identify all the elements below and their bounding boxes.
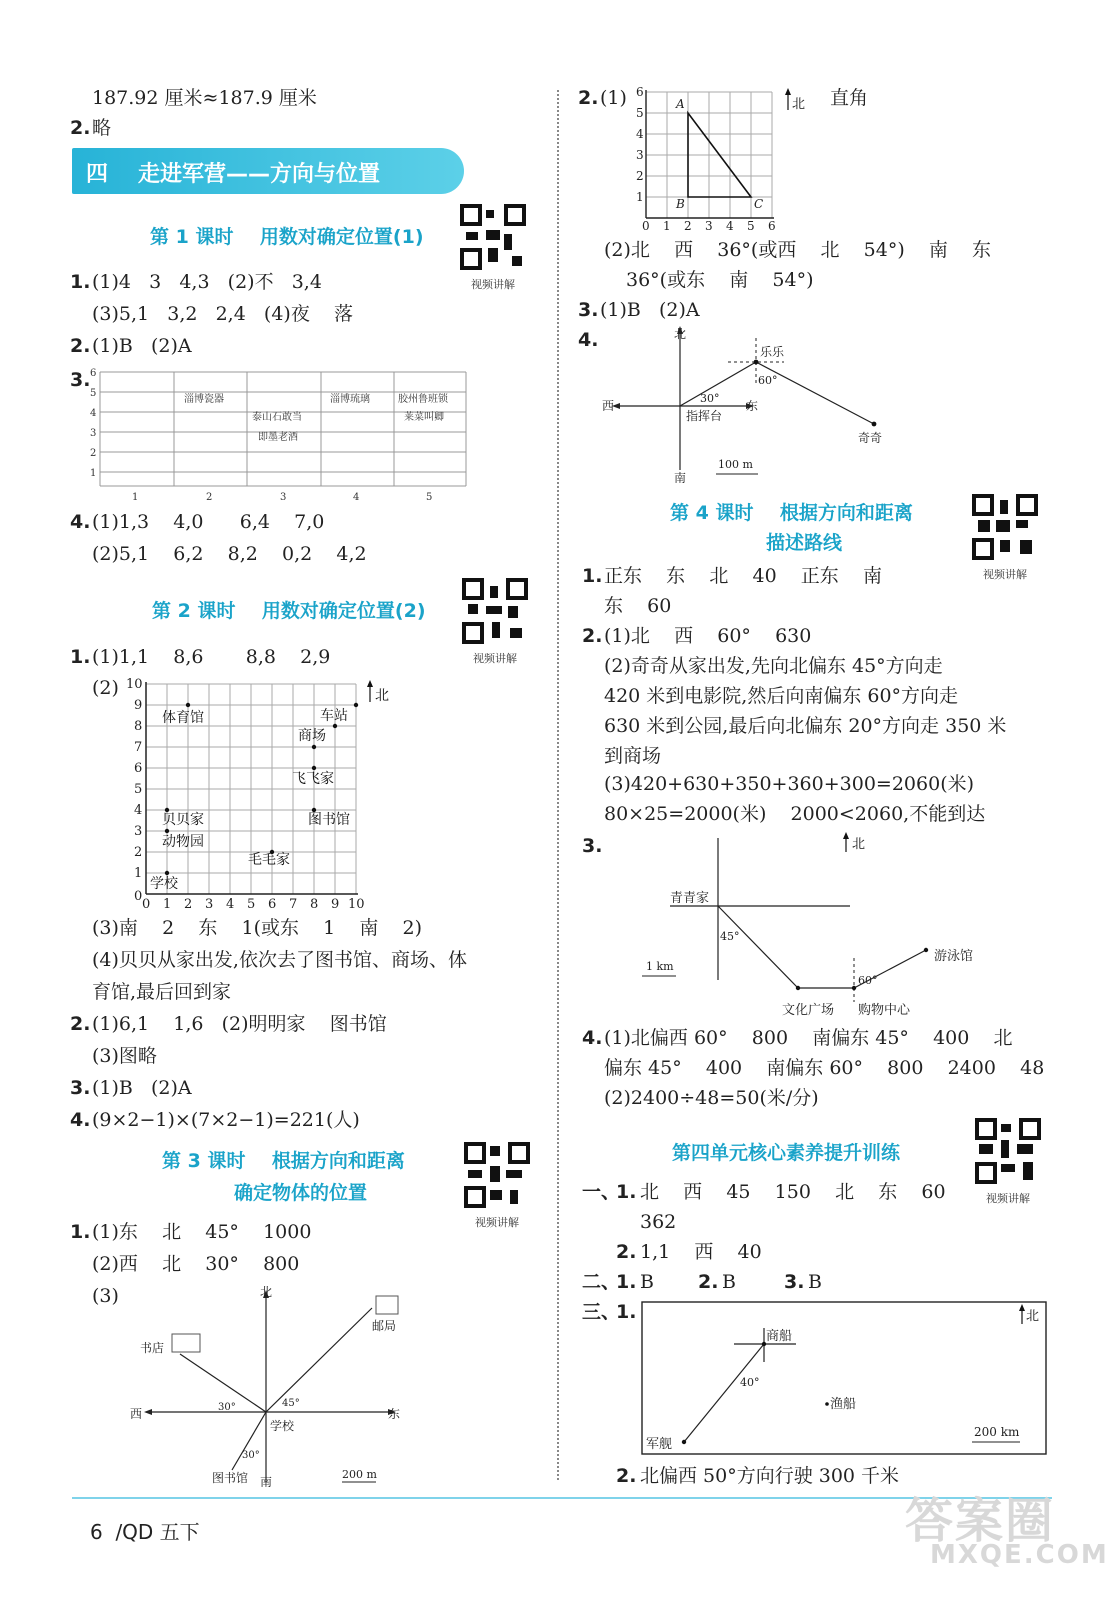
question-number: 4. [578, 329, 599, 351]
svg-text:30°: 30° [242, 1450, 260, 1461]
answer-text: (2)西 北 30° 800 [92, 1253, 300, 1275]
qr-code-icon[interactable] [460, 204, 526, 270]
svg-text:200 m: 200 m [342, 1468, 377, 1481]
svg-text:西: 西 [602, 399, 615, 413]
y-tick: 3 [90, 428, 97, 439]
svg-text:南: 南 [674, 471, 687, 484]
qr-code-icon[interactable] [975, 1118, 1041, 1184]
question-number: 3. [582, 835, 603, 857]
answer-text: (1)4 3 4,3 (2)不 3,4 [92, 271, 322, 293]
svg-text:4: 4 [226, 897, 235, 910]
section-label: 三、 [582, 1301, 621, 1323]
svg-text:3: 3 [134, 824, 143, 839]
svg-text:购物中心: 购物中心 [858, 1003, 911, 1018]
y-tick: 1 [90, 468, 97, 479]
svg-text:1: 1 [134, 866, 143, 881]
place-label: 车站 [320, 708, 348, 724]
route-map-q3 [630, 832, 990, 1022]
direction-map-q3 [120, 1282, 420, 1492]
svg-text:1 km: 1 km [646, 960, 674, 973]
answer-text: (1)1,3 4,0 6,4 7,0 [92, 511, 325, 533]
answer-text: 到商场 [604, 745, 662, 767]
svg-text:5: 5 [134, 782, 143, 797]
answer-text: 北偏西 50°方向行驶 300 千米 [640, 1465, 900, 1487]
svg-text:200 km: 200 km [974, 1425, 1020, 1439]
question-number: 1. [616, 1301, 637, 1323]
question-number: 1. [582, 565, 603, 587]
svg-text:9: 9 [134, 698, 143, 713]
qr-code-icon[interactable] [972, 494, 1038, 560]
svg-text:A: A [676, 97, 685, 111]
north-arrow-icon [367, 680, 389, 704]
y-tick: 4 [90, 408, 97, 419]
question-number: 2. [70, 1013, 91, 1035]
svg-text:1: 1 [636, 190, 644, 204]
question-number: 1. [616, 1181, 637, 1203]
qr-caption: 视频讲解 [475, 1216, 519, 1229]
y-tick: 5 [90, 388, 97, 399]
svg-text:6: 6 [134, 761, 143, 776]
place-label: 毛毛家 [248, 852, 290, 868]
svg-text:4: 4 [726, 219, 734, 233]
svg-text:2: 2 [684, 219, 692, 233]
svg-text:北: 北 [1026, 1309, 1040, 1324]
svg-text:7: 7 [134, 740, 143, 755]
svg-text:北: 北 [852, 837, 866, 852]
north-arrow-icon [785, 88, 805, 112]
answer-text: (1)北 西 60° 630 [604, 625, 812, 647]
qr-caption: 视频讲解 [473, 652, 517, 665]
svg-text:3: 3 [705, 219, 713, 233]
answer-text: 东 60 [604, 595, 672, 617]
svg-text:0: 0 [134, 889, 143, 904]
building-icon [172, 1296, 398, 1352]
question-number: 4. [70, 511, 91, 533]
svg-text:8: 8 [134, 719, 143, 734]
qr-code-icon[interactable] [464, 1142, 530, 1208]
lesson-2-title: 第 2 课时 用数对确定位置(2) [152, 600, 426, 622]
lesson-3-title: 第 3 课时 根据方向和距离 [162, 1150, 405, 1172]
svg-text:渔船: 渔船 [830, 1397, 857, 1412]
place-label: 动物园 [162, 834, 204, 850]
svg-text:5: 5 [747, 219, 755, 233]
svg-text:2: 2 [636, 169, 644, 183]
place-label: 商场 [298, 728, 326, 744]
answer-text: (2)北 西 36°(或西 北 54°) 南 东 [604, 239, 992, 261]
svg-text:奇奇: 奇奇 [858, 431, 883, 445]
unit-number: 四 [86, 162, 109, 187]
unit-review-title: 第四单元核心素养提升训练 [672, 1142, 901, 1164]
answer-text: (2) [92, 677, 119, 699]
x-tick: 3 [280, 492, 287, 503]
svg-text:图书馆: 图书馆 [212, 1471, 249, 1485]
svg-text:100 m: 100 m [718, 458, 753, 471]
place-label: 泰山石敢当 [252, 412, 302, 423]
svg-text:指挥台: 指挥台 [686, 409, 723, 423]
svg-text:商船: 商船 [766, 1329, 793, 1344]
svg-text:1: 1 [663, 219, 671, 233]
coordinate-grid-map [126, 676, 396, 910]
page-footer: 6 /QD 五下 [90, 1520, 200, 1544]
x-tick: 1 [132, 492, 139, 503]
answer-text: (1)东 北 45° 1000 [92, 1221, 312, 1243]
answer-line: 187.92 厘米≈187.9 厘米 [92, 87, 317, 109]
svg-text:4: 4 [636, 127, 644, 141]
svg-text:30°: 30° [218, 1402, 236, 1413]
north-arrow-icon [843, 832, 865, 852]
svg-text:60°: 60° [758, 374, 778, 387]
svg-text:30°: 30° [700, 392, 720, 405]
y-tick: 6 [90, 368, 97, 379]
svg-text:B: B [676, 197, 685, 211]
section-label: 二、 [582, 1271, 621, 1293]
answer-text: 正东 东 北 40 正东 南 [604, 565, 882, 587]
qr-code-icon[interactable] [462, 578, 528, 644]
svg-text:10: 10 [348, 897, 365, 910]
svg-text:9: 9 [331, 897, 340, 910]
svg-text:书店: 书店 [140, 1341, 165, 1355]
question-number: 1. [616, 1271, 637, 1293]
svg-text:3: 3 [636, 148, 644, 162]
svg-text:5: 5 [247, 897, 256, 910]
answer-text: (2)5,1 6,2 8,2 0,2 4,2 [92, 543, 367, 565]
question-number: 1. [70, 271, 91, 293]
svg-text:10: 10 [126, 677, 143, 692]
svg-text:北: 北 [260, 1285, 273, 1299]
answer-text: 630 米到公园,最后向北偏东 20°方向走 350 米 [604, 715, 1007, 737]
svg-text:45°: 45° [720, 930, 740, 943]
svg-text:C: C [754, 197, 764, 211]
svg-text:北: 北 [792, 97, 806, 112]
question-number: 2. [70, 117, 91, 139]
svg-text:2: 2 [134, 845, 143, 860]
question-number: 1. [70, 1221, 91, 1243]
answer-text: (3)图略 [92, 1045, 157, 1067]
answer-text: (3)420+630+350+360+300=2060(米) [604, 773, 975, 795]
x-tick: 5 [426, 492, 433, 503]
answer-text: (1)B (2)A [92, 335, 192, 357]
svg-text:南: 南 [260, 1475, 273, 1489]
watermark: 答案圈 [905, 1493, 1056, 1549]
lesson-4-subtitle: 描述路线 [766, 532, 843, 554]
svg-text:40°: 40° [740, 1376, 760, 1389]
svg-text:乐乐: 乐乐 [760, 345, 785, 359]
question-number: 4. [70, 1109, 91, 1131]
place-label: 学校 [150, 876, 178, 892]
section-label: 一、 [582, 1181, 621, 1203]
watermark: MXQE.COM [930, 1540, 1109, 1570]
question-number: 2. [582, 625, 603, 647]
question-number: 4. [582, 1027, 603, 1049]
answer-text: 362 [640, 1211, 677, 1233]
svg-text:西: 西 [130, 1407, 143, 1421]
sea-map [640, 1300, 1050, 1458]
answer-text: 36°(或东 南 54°) [626, 269, 814, 291]
answer-text: 420 米到电影院,然后向南偏东 60°方向走 [604, 685, 959, 707]
unit-banner [72, 148, 464, 194]
svg-text:东: 东 [746, 399, 759, 413]
answer-text: B [808, 1271, 822, 1293]
place-label: 即墨老酒 [258, 432, 298, 443]
svg-text:8: 8 [310, 897, 319, 910]
svg-text:文化广场: 文化广场 [782, 1003, 835, 1018]
north-arrow-icon [1019, 1304, 1039, 1324]
svg-text:北: 北 [674, 327, 687, 341]
svg-text:军舰: 军舰 [646, 1437, 673, 1452]
svg-text:5: 5 [636, 106, 644, 120]
answer-text: (1)B (2)A [92, 1077, 192, 1099]
qr-caption: 视频讲解 [471, 278, 515, 291]
lesson-1-title: 第 1 课时 用数对确定位置(1) [150, 226, 424, 248]
place-label: 淄博瓷器 [184, 394, 224, 405]
answer-text: 略 [92, 117, 112, 139]
svg-text:北: 北 [375, 688, 389, 704]
answer-text: (1)B (2)A [600, 299, 700, 321]
question-number: 2. [70, 335, 91, 357]
answer-text: B [722, 1271, 736, 1293]
answer-text: (1) [600, 87, 627, 109]
answer-text: (4)贝贝从家出发,依次去了图书馆、商场、体 [92, 949, 467, 971]
svg-text:青青家: 青青家 [670, 891, 710, 906]
svg-text:东: 东 [388, 1407, 401, 1421]
answer-text: (3) [92, 1285, 119, 1307]
triangle-grid [630, 84, 810, 234]
place-label: 淄博琉璃 [330, 394, 370, 405]
svg-text:60°: 60° [858, 974, 878, 987]
answer-text: (1)6,1 1,6 (2)明明家 图书馆 [92, 1013, 387, 1035]
question-number: 3. [70, 369, 91, 391]
lesson-4-title: 第 4 课时 根据方向和距离 [670, 502, 913, 524]
place-label: 莱菜叫卿 [404, 412, 444, 423]
answer-text: 直角 [830, 87, 869, 109]
grid-map-q3 [88, 366, 468, 506]
svg-text:邮局: 邮局 [372, 1319, 397, 1333]
x-tick: 2 [206, 492, 213, 503]
answer-text: 北 西 45 150 北 东 60 [640, 1181, 946, 1203]
question-number: 3. [70, 1077, 91, 1099]
svg-text:学校: 学校 [270, 1419, 295, 1433]
svg-text:3: 3 [205, 897, 214, 910]
question-number: 2. [616, 1241, 637, 1263]
svg-text:0: 0 [142, 897, 151, 910]
y-tick: 2 [90, 448, 97, 459]
svg-text:45°: 45° [282, 1398, 300, 1409]
svg-text:6: 6 [636, 85, 644, 99]
question-number: 2. [616, 1465, 637, 1487]
place-label: 图书馆 [308, 812, 350, 828]
question-number: 2. [698, 1271, 719, 1293]
place-label: 贝贝家 [162, 812, 204, 828]
answer-text: 育馆,最后回到家 [92, 981, 232, 1003]
question-number: 2. [578, 87, 599, 109]
question-number: 3. [784, 1271, 805, 1293]
answer-text: (1)北偏西 60° 800 南偏东 45° 400 北 [604, 1027, 1013, 1049]
svg-text:游泳馆: 游泳馆 [934, 949, 974, 964]
svg-text:6: 6 [768, 219, 776, 233]
answer-text: (9×2−1)×(7×2−1)=221(人) [92, 1109, 360, 1131]
place-label: 胶州鲁班锁 [398, 394, 448, 405]
answer-text: B [640, 1271, 654, 1293]
svg-text:7: 7 [289, 897, 298, 910]
svg-text:1: 1 [163, 897, 172, 910]
question-number: 3. [578, 299, 599, 321]
question-number: 1. [70, 646, 91, 668]
column-divider [557, 90, 559, 1480]
x-tick: 4 [353, 492, 360, 503]
answer-text: 偏东 45° 400 南偏东 60° 800 2400 48 [604, 1057, 1045, 1079]
qr-caption: 视频讲解 [986, 1192, 1030, 1205]
place-label: 飞飞家 [292, 771, 334, 787]
answer-text: (2)2400÷48=50(米/分) [604, 1087, 819, 1109]
svg-text:6: 6 [268, 897, 277, 910]
svg-text:0: 0 [642, 219, 650, 233]
svg-text:2: 2 [184, 897, 193, 910]
answer-text: 80×25=2000(米) 2000<2060,不能到达 [604, 803, 986, 825]
svg-text:4: 4 [134, 803, 143, 818]
answer-text: (3)5,1 3,2 2,4 (4)夜 落 [92, 303, 353, 325]
place-label: 体育馆 [162, 710, 204, 726]
lesson-3-subtitle: 确定物体的位置 [234, 1182, 368, 1204]
answer-text: (3)南 2 东 1(或东 1 南 2) [92, 917, 423, 939]
answer-text: (2)奇奇从家出发,先向北偏东 45°方向走 [604, 655, 943, 677]
answer-text: 1,1 西 40 [640, 1241, 762, 1263]
qr-caption: 视频讲解 [983, 568, 1027, 581]
answer-text: (1)1,1 8,6 8,8 2,9 [92, 646, 331, 668]
direction-map-q4 [598, 324, 898, 484]
unit-title: 走进军营——方向与位置 [138, 162, 381, 187]
